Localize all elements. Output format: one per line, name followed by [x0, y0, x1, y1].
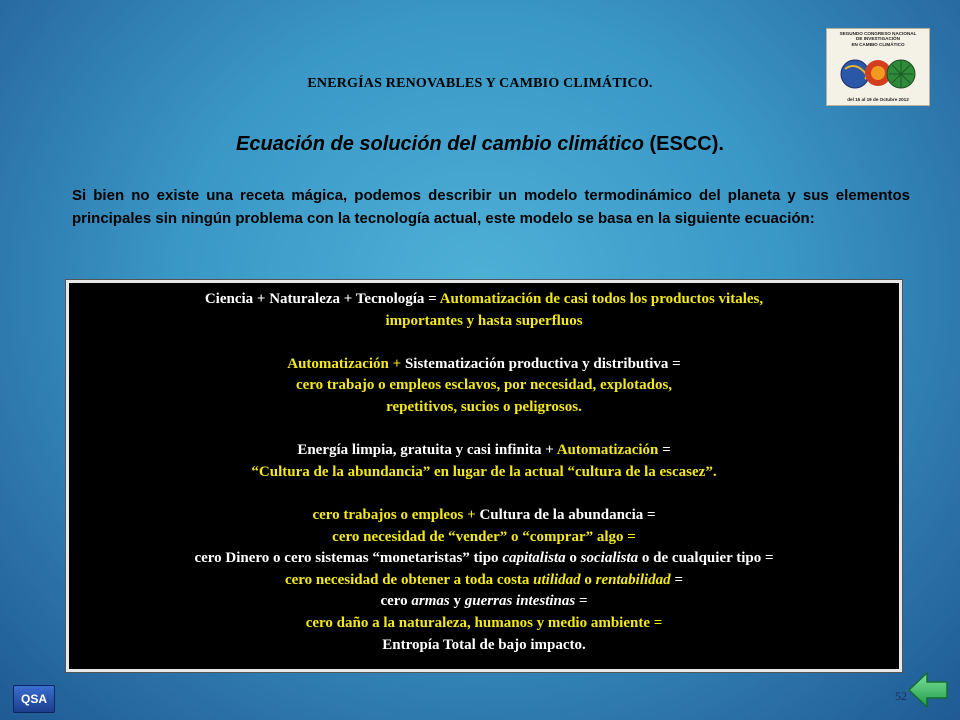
congress-logo [826, 28, 930, 106]
logo-line-2: DE INVESTIGACIÓN [856, 36, 900, 42]
equation-line: importantes y hasta superfluos [385, 312, 583, 329]
eq-highlight: Automatización [556, 442, 659, 459]
eq-highlight: Automatización + [287, 355, 405, 372]
eq-text: o [565, 550, 581, 567]
equation-line: cero trabajo o empleos esclavos, por necesidad, explotados, [295, 377, 673, 394]
slide-title-rest: (ESCC). [643, 133, 724, 155]
eq-text: = [658, 442, 671, 459]
logo-line-3: EN CAMBIO CLIMÁTICO [851, 41, 905, 47]
logo-date: del 15 al 19 de Octubre 2012 [847, 97, 909, 102]
equation-box [66, 280, 902, 672]
equation-line: repetitivos, sucios o peligrosos. [386, 398, 582, 415]
eq-text: socialista [580, 550, 639, 567]
equation-line [75, 548, 893, 570]
eq-text: Ciencia + Naturaleza + Tecnología = [204, 291, 440, 307]
eq-text: guerras intestinas [464, 593, 576, 610]
equation-line: “Cultura de la abundancia” en lugar de la actual “cultura de la escasez”. [251, 463, 717, 480]
equation-line [75, 570, 893, 592]
eq-highlight: o [580, 571, 596, 588]
eq-highlight: cero necesidad de obtener a toda costa [284, 571, 534, 588]
slide-title [0, 133, 960, 156]
eq-highlight: Automatización de casi todos los productos vitales, [439, 291, 764, 307]
eq-text: o de cualquier tipo = [638, 550, 774, 567]
equation-line: cero daño a la naturaleza, humanos y medio ambiente = [305, 614, 663, 631]
equation-line [75, 505, 893, 527]
eq-text: cero Dinero o cero sistemas “monetaristas” tipo [194, 550, 503, 567]
eq-highlight: rentabilidad [595, 571, 671, 588]
eq-text: = [670, 571, 683, 588]
eq-text: armas [411, 593, 450, 610]
page-number: 52 [895, 689, 907, 703]
slide-title-italic: Ecuación de solución del cambio climático [236, 133, 644, 155]
eq-text: y [449, 593, 465, 610]
logo-line-1: SEGUNDO CONGRESO NACIONAL [839, 31, 917, 36]
equation-line [75, 289, 893, 311]
globe-emblem-icon [827, 29, 929, 105]
equation-line [75, 440, 893, 462]
eq-text: capitalista [502, 550, 566, 567]
eq-highlight: cero trabajos o empleos + [312, 506, 480, 523]
eq-text: cero [380, 593, 412, 610]
intro-paragraph: Si bien no existe una receta mágica, podemos describir un modelo termodinámico del planeta y sus elementos principales sin ningún problema con la tecnología actual, este modelo se basa en la siguiente ecuación: [72, 187, 910, 227]
equation-line [75, 591, 893, 613]
eq-text: Cultura de la abundancia = [479, 506, 656, 523]
eq-text: Energía limpia, gratuita y casi infinita + [297, 442, 557, 459]
presentation-header: ENERGÍAS RENOVABLES Y CAMBIO CLIMÁTICO. [307, 76, 653, 91]
equation-line [75, 354, 893, 376]
eq-text: Sistematización productiva y distributiva = [404, 355, 681, 372]
equation-line: Entropía Total de bajo impacto. [382, 636, 586, 653]
equation-line: cero necesidad de “vender” o “comprar” algo = [332, 528, 636, 545]
green-back-arrow-icon[interactable] [907, 669, 949, 711]
eq-text: = [575, 593, 588, 610]
qsa-button[interactable]: QSA [13, 685, 55, 713]
eq-highlight: utilidad [533, 571, 581, 588]
